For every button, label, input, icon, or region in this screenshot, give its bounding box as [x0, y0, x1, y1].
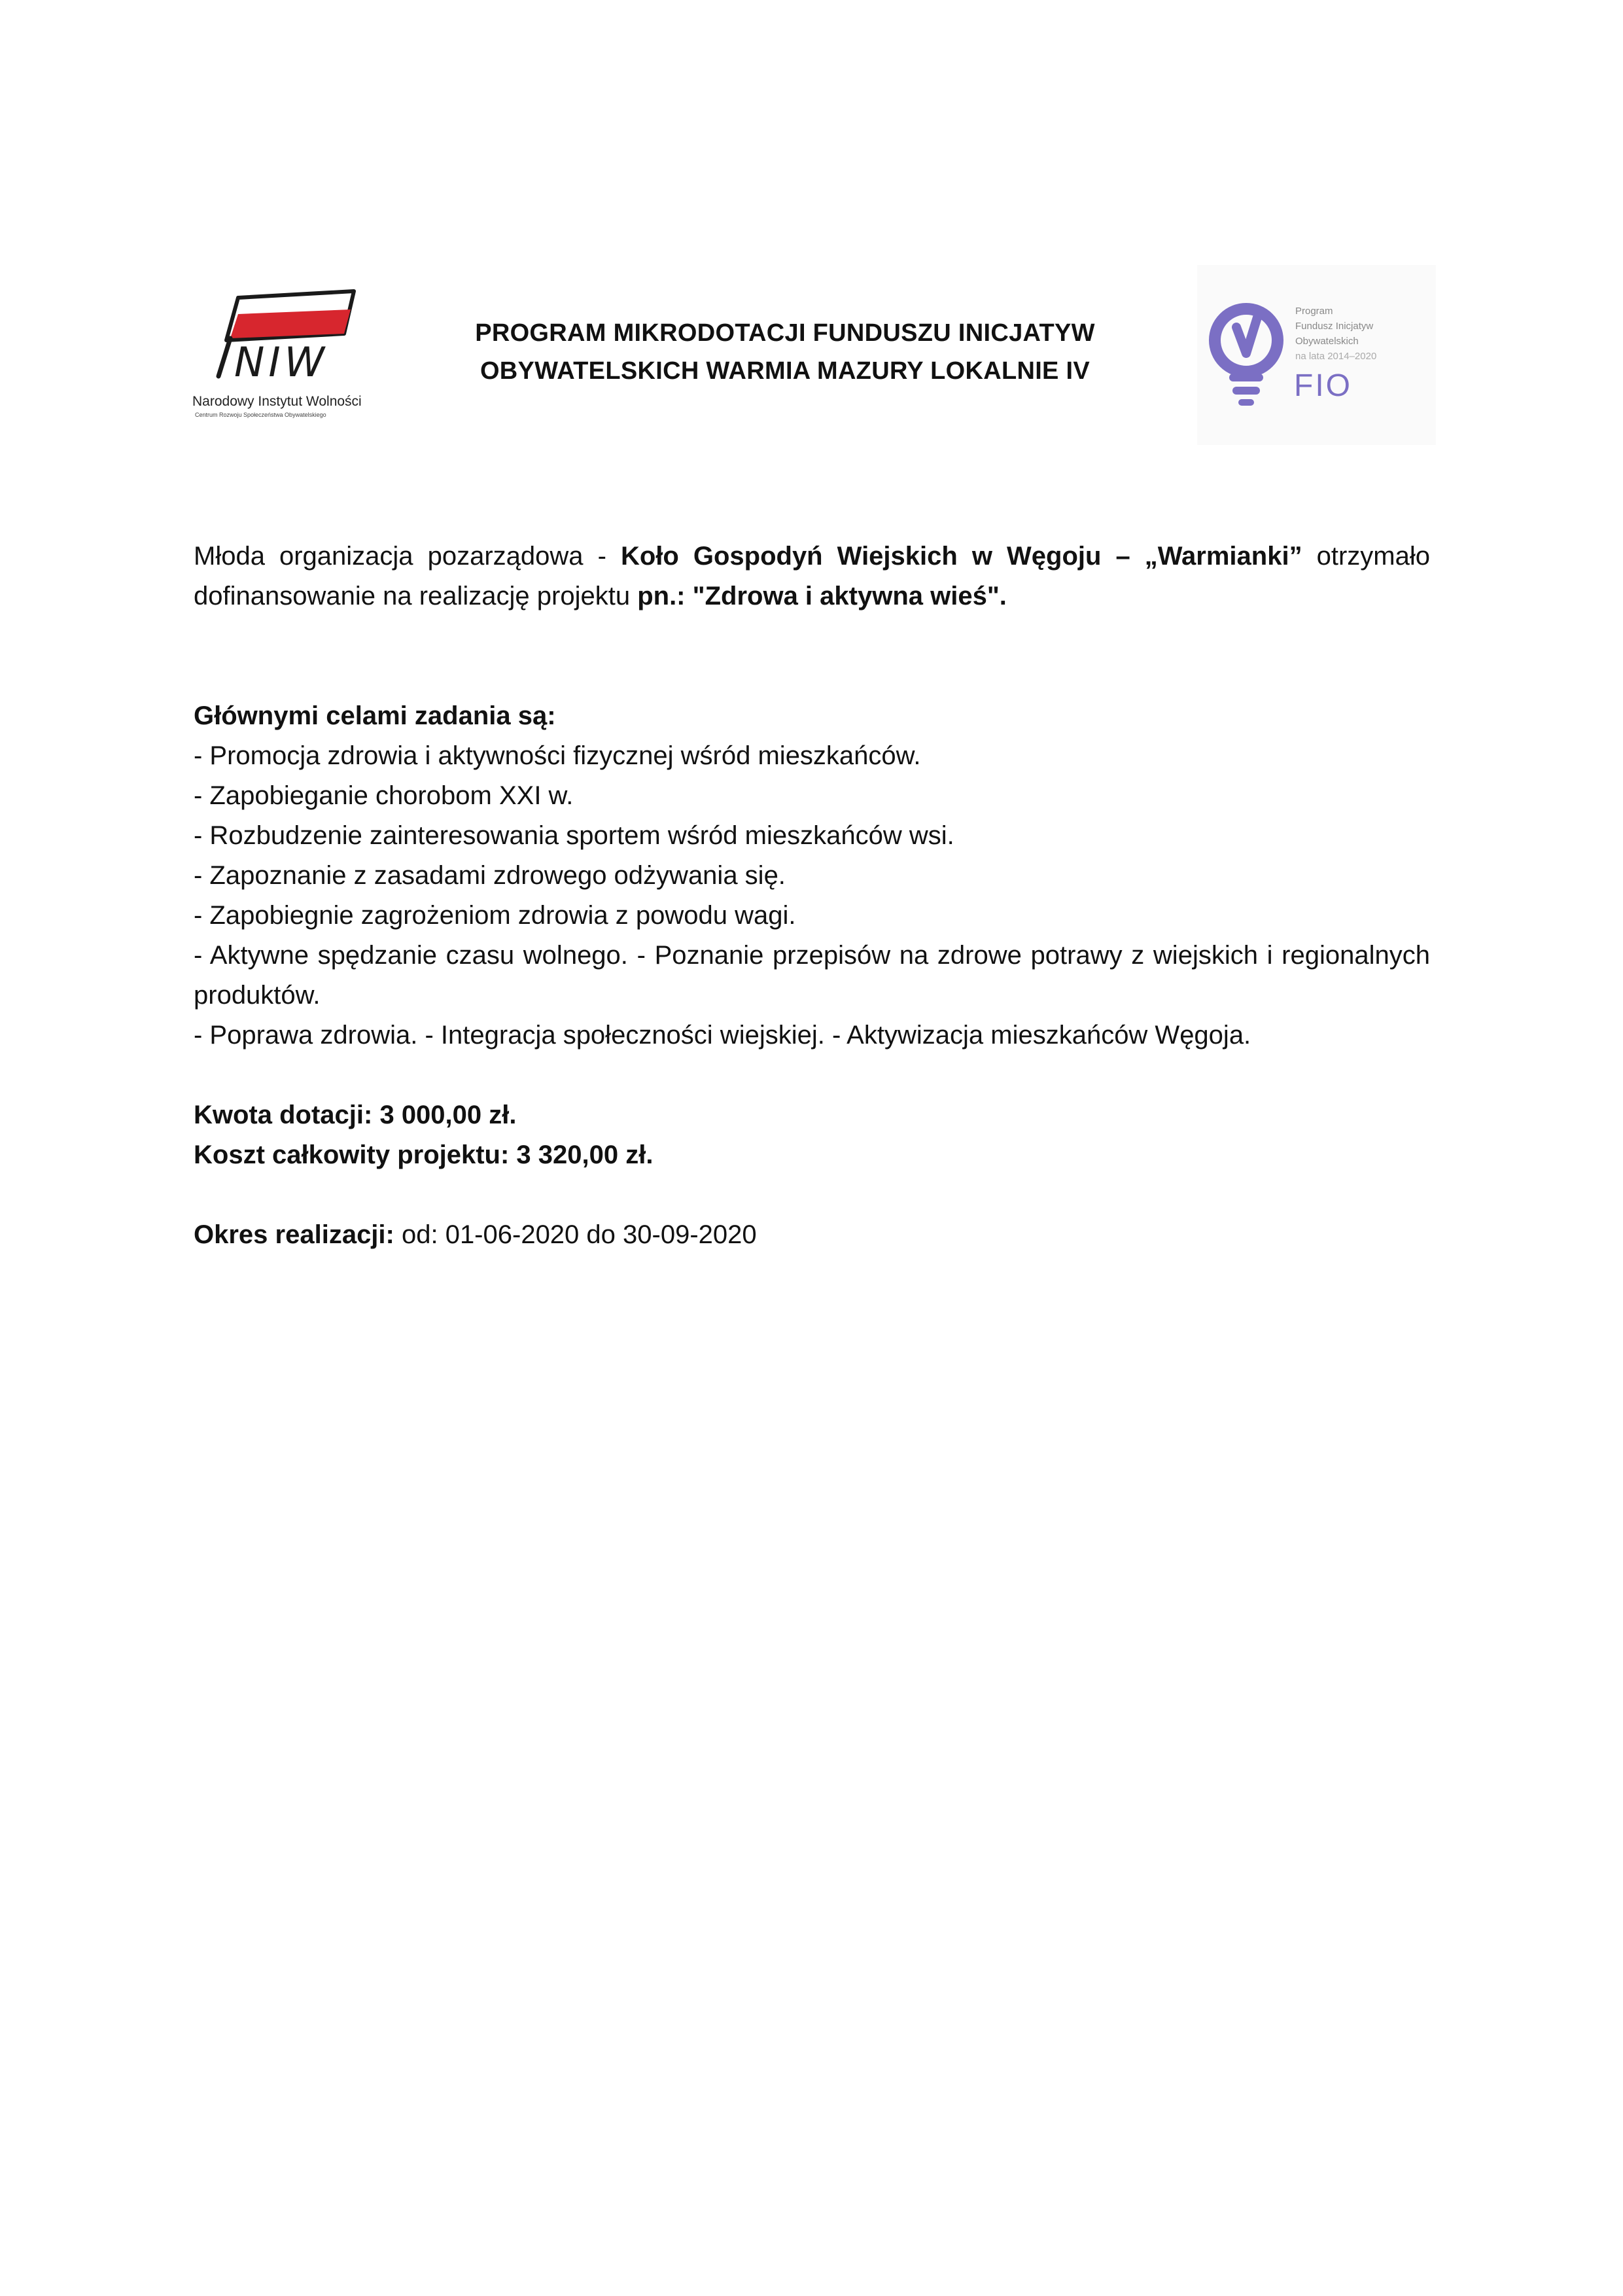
niw-subtitle-text: Centrum Rozwoju Społeczeństwa Obywatelskiego	[195, 412, 326, 418]
grant-amount: Kwota dotacji: 3 000,00 zł.	[194, 1101, 517, 1129]
niw-flag-red	[230, 309, 351, 338]
goal-item: - Poprawa zdrowia. - Integracja społeczności wiejskiej. - Aktywizacja mieszkańców Węgoja.	[194, 1021, 1251, 1050]
realization-period	[194, 1215, 1430, 1255]
period-label: Okres realizacji:	[194, 1220, 394, 1249]
fio-logo	[1197, 265, 1436, 445]
fio-text-line4: na lata 2014–2020	[1295, 351, 1377, 362]
spacer	[194, 1055, 1430, 1095]
program-title	[419, 314, 1151, 390]
fio-text-line1: Program	[1295, 306, 1333, 317]
goal-item: - Rozbudzenie zainteresowania sportem wśród mieszkańców wsi.	[194, 821, 954, 850]
lightbulb-icon	[1215, 309, 1278, 402]
intro-paragraph	[194, 537, 1430, 616]
intro-text-start: Młoda organizacja pozarządowa -	[194, 542, 621, 571]
program-title-line1: PROGRAM MIKRODOTACJI FUNDUSZU INICJATYW	[475, 319, 1095, 347]
niw-name-text: Narodowy Instytut Wolności	[192, 394, 362, 409]
intro-text-middle: otrzymało dofinansowanie na realizację projektu	[194, 542, 1430, 610]
period-value: od: 01-06-2020 do 30-09-2020	[394, 1220, 757, 1249]
document-body	[194, 537, 1430, 1255]
goal-item: - Aktywne spędzanie czasu wolnego. - Poznanie przepisów na zdrowe potrawy z wiejskich i regionalnych produktów.	[194, 941, 1430, 1010]
organization-name: Koło Gospodyń Wiejskich w Węgoju – „Warmianki”	[620, 542, 1302, 571]
goal-item: - Zapobiegnie zagrożeniom zdrowia z powodu wagi.	[194, 901, 796, 930]
goal-item: - Promocja zdrowia i aktywności fizycznej wśród mieszkańców.	[194, 741, 921, 770]
niw-logo	[187, 278, 383, 429]
spacer	[194, 1175, 1430, 1215]
fio-acronym: FIO	[1294, 368, 1352, 403]
goal-item: - Zapoznanie z zasadami zdrowego odżywania się.	[194, 861, 786, 890]
fio-text-line3: Obywatelskich	[1295, 336, 1359, 347]
total-cost: Koszt całkowity projektu: 3 320,00 zł.	[194, 1140, 654, 1169]
niw-mark-text: NIW	[234, 338, 328, 386]
program-title-line2: OBYWATELSKICH WARMIA MAZURY LOKALNIE IV	[480, 357, 1091, 385]
fio-text-line2: Fundusz Inicjatyw	[1295, 321, 1374, 332]
goals-heading: Głównymi celami zadania są:	[194, 701, 556, 730]
goal-item: - Zapobieganie chorobom XXI w.	[194, 781, 574, 810]
project-name: pn.: "Zdrowa i aktywna wieś".	[637, 582, 1007, 610]
spacer	[194, 616, 1430, 696]
